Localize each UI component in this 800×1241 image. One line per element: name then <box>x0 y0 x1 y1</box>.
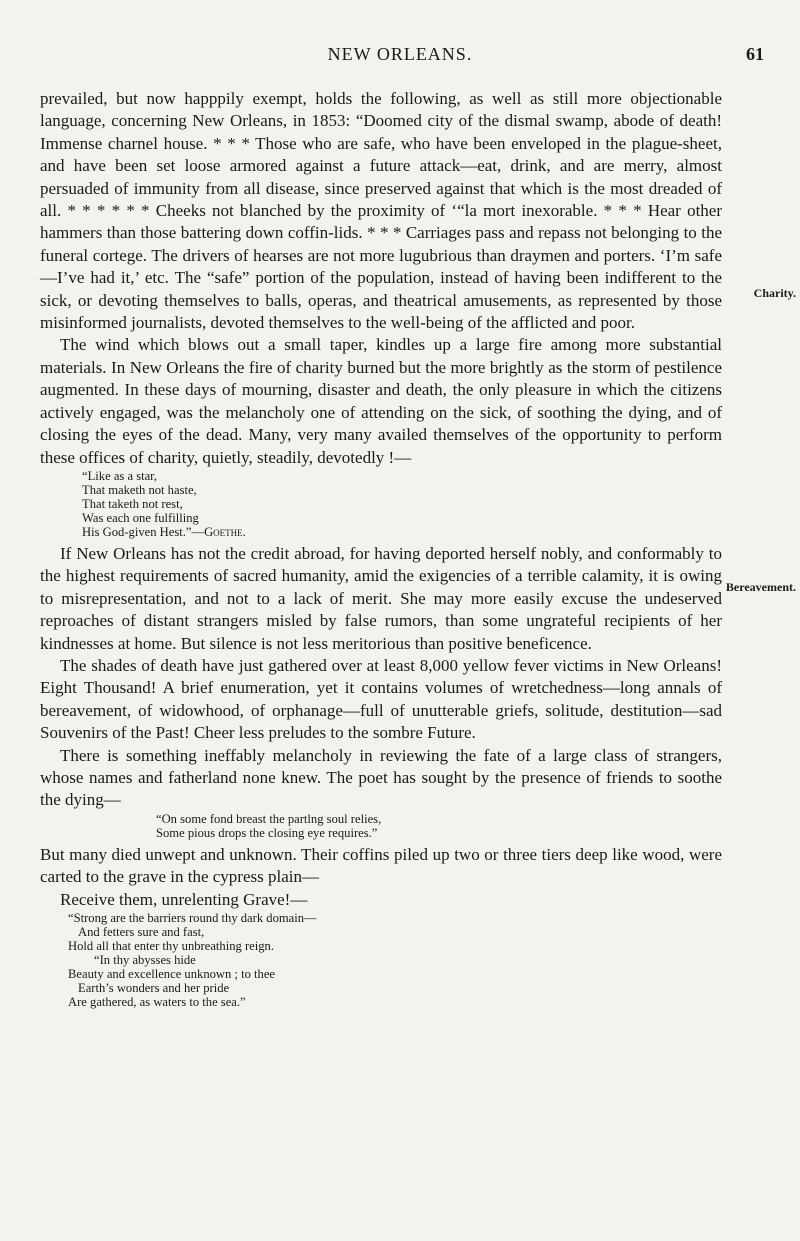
paragraph: There is something ineffably melancholy in reviewing the fate of a large class of strangers, whose names and fatherland none knew. The poet has sought by the presence of friends to soothe the dying— <box>40 745 722 810</box>
running-head <box>0 44 800 64</box>
paragraph: Receive them, unrelenting Grave!— <box>60 889 308 909</box>
verse-line: And fetters sure and fast, <box>78 925 205 939</box>
verse-pious <box>156 812 722 840</box>
paragraph: The shades of death have just gathered over at least 8,000 yellow fever victims in New Orleans! Eight Thousand! A brief enumeration, yet it contains volumes of wretchedness—long annals of bereavement, of widowhood, of orphanage—full of unutterable griefs, solitude, destitution—sad Souvenirs of the Past! Cheer less preludes to the sombre Future. <box>40 655 722 743</box>
verse-line: That taketh not rest, <box>82 496 183 511</box>
verse-line: Some pious drops the closing eye requires.” <box>156 825 378 840</box>
verse-line: Was each one fulfilling <box>82 510 199 525</box>
verse-line <box>82 525 722 539</box>
verse-line: “On some fond breast the partlng soul relies, <box>156 811 382 826</box>
verse-goethe <box>82 469 722 539</box>
page-number: 61 <box>746 44 764 64</box>
verse-line-text: His God-given Hest.”— <box>82 524 205 539</box>
verse-line: Are gathered, as waters to the sea.” <box>68 995 246 1009</box>
paragraph: If New Orleans has not the credit abroad, for having deported herself nobly, and conformably to the highest requirements of sacred humanity, amid the exigencies of a terrible calamity, it is owing to misrepresentation, and not to a lack of merit. She may more easily excuse the undeserved reproaches of distant strangers misled by false rumors, than some ungrateful recipients of her kindnesses at home. But silence is not less meritorious than positive beneficence. <box>40 543 722 653</box>
verse-line: Earth’s wonders and her pride <box>78 981 230 995</box>
page-title: NEW ORLEANS. <box>327 44 473 64</box>
verse-line: “Like as a star, <box>82 468 158 483</box>
verse-line: “Strong are the barriers round thy dark domain— <box>68 911 317 925</box>
verse-line: That maketh not haste, <box>82 482 197 497</box>
verse-strong <box>68 911 722 1009</box>
verse-author: Goethe. <box>204 524 246 539</box>
body-text <box>40 88 722 1013</box>
verse-line: Beauty and excellence unknown ; to thee <box>68 967 276 981</box>
margin-note-charity: Charity. <box>753 286 796 300</box>
margin-note-bereavement: Bereavement. <box>725 580 796 594</box>
paragraph: But many died unwept and unknown. Their coffins piled up two or three tiers deep like wood, were carted to the grave in the cypress plain— <box>40 844 722 887</box>
verse-line: “In thy abysses hide <box>94 953 196 967</box>
paragraph: prevailed, but now happpily exempt, holds the following, as well as still more objectionable language, concerning New Orleans, in 1853: “Doomed city of the dismal swamp, abode of death! Immense charnel house. * * * Those who are safe, who have been enveloped in the plague-sheet, and have been set loose armored against a future attack—eat, drink, and are merry, almost persuaded of immunity from all disease, since preserved against that which is the most dreaded of all. * * * * * * Cheeks not blanched by the proximity of ‘“la mort inexorable. * * * Hear other hammers than those battering down coffin-lids. * * * Carriages pass and repass not belonging to the funeral cortege. The drivers of hearses are not more lugubrious than draymen and porters. ‘I’m safe—I’ve had it,’ etc. The “safe” portion of the population, instead of having been indifferent to the sick, or devoting themselves to balls, operas, and theatrical amusements, as represented by those misinformed journalists, devoted themselves to the well-being of the afflicted and poor. <box>40 89 722 333</box>
paragraph: The wind which blows out a small taper, kindles up a large fire among more substantial materials. In New Orleans the fire of charity burned but the more brightly as the storm of pestilence augmented. In these days of mourning, disaster and death, the only pleasure in which the citizens actively engaged, was the melancholy one of attending on the sick, of soothing the dying, and of closing the eyes of the dead. Many, very many availed themselves of the opportunity to perform these offices of charity, quietly, steadily, devotedly !— <box>40 335 722 467</box>
verse-line: Hold all that enter thy unbreathing reign. <box>68 939 274 953</box>
